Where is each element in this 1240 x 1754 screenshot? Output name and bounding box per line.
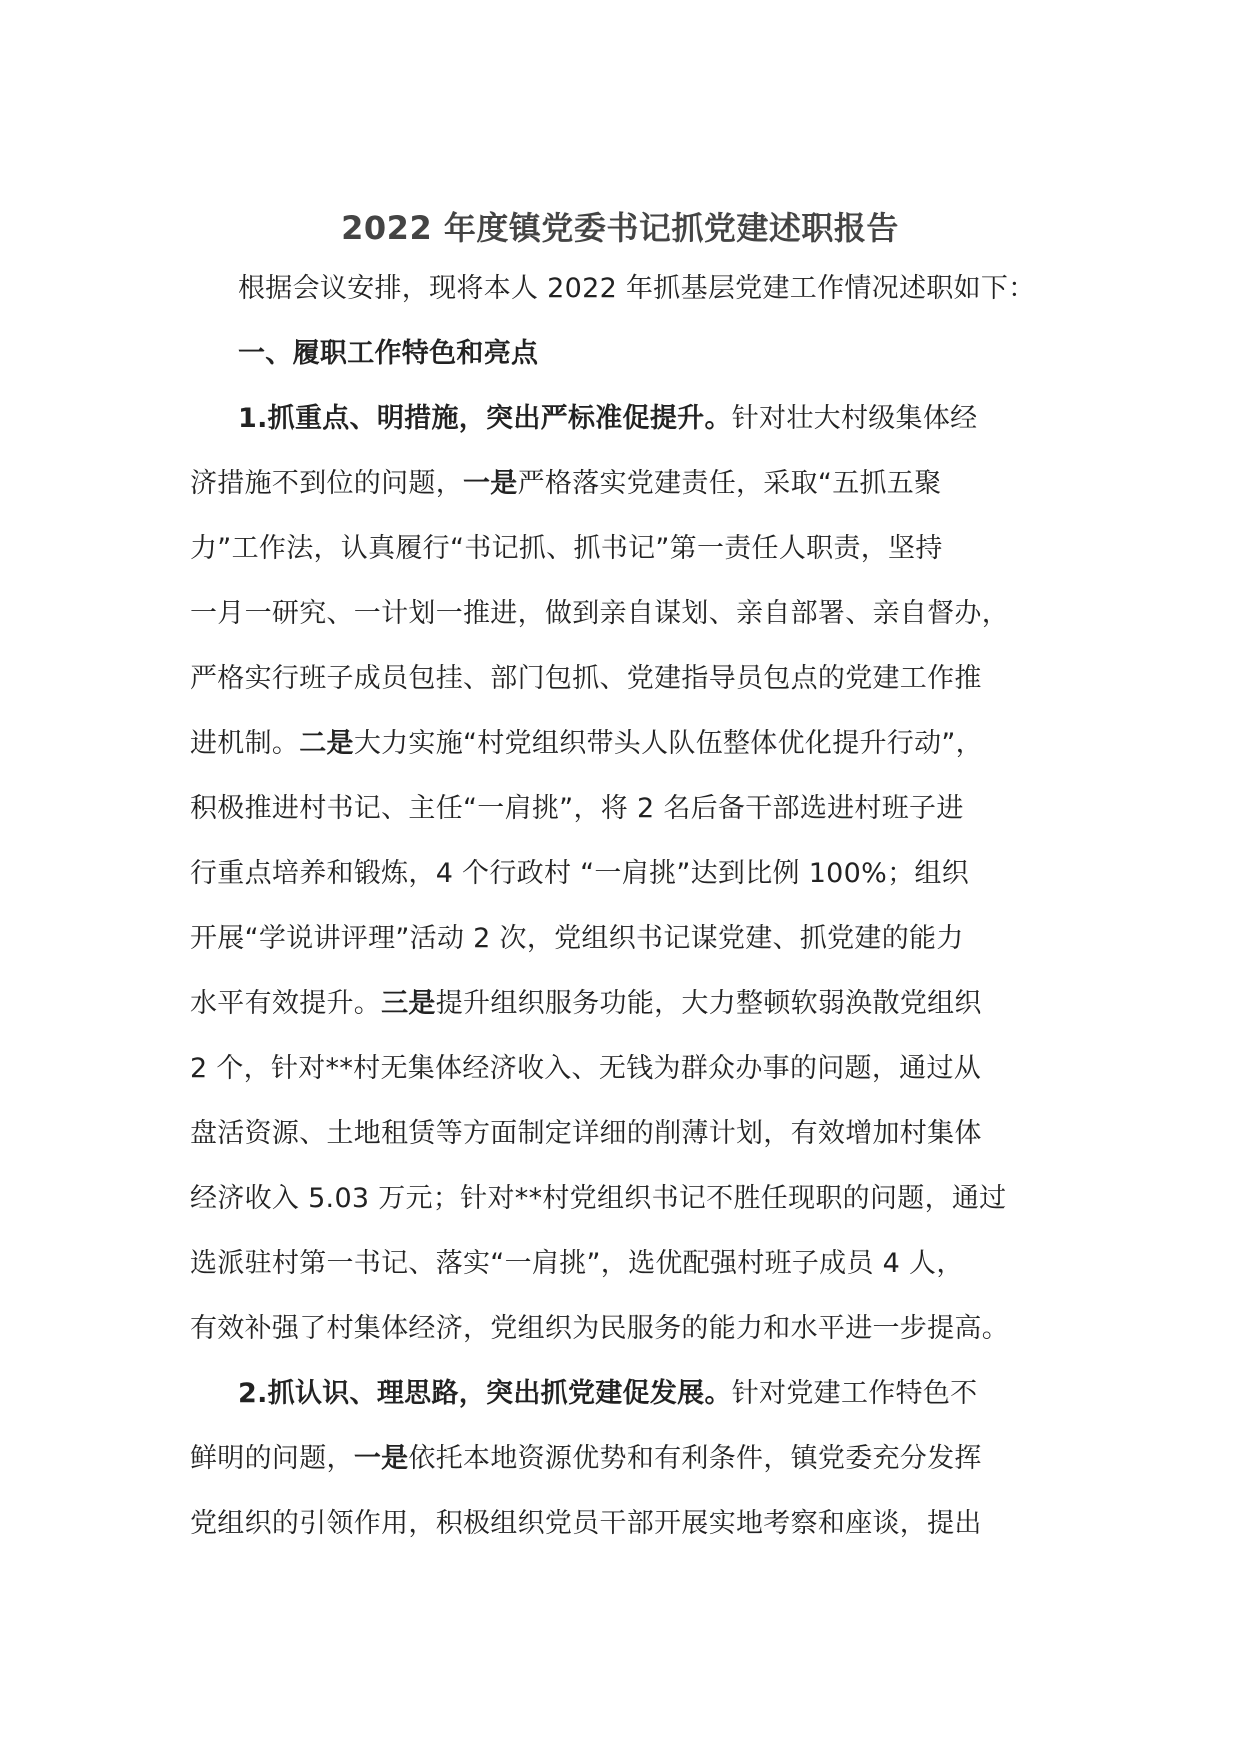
document-title: 2022 年度镇党委书记抓党建述职报告: [341, 209, 899, 247]
paragraph-1-line-13: 经济收入 5.03 万元；针对**村党组织书记不胜任现职的问题，通过: [190, 1183, 1007, 1214]
intro-paragraph: 根据会议安排，现将本人 2022 年抓基层党建工作情况述职如下：: [238, 273, 1036, 304]
paragraph-1-line-3: 力”工作法，认真履行“书记抓、抓书记”第一责任人职责，坚持: [190, 533, 943, 564]
text-segment: 水平有效提升。: [190, 988, 382, 1019]
paragraph-1-line-11: 2 个，针对**村无集体经济收入、无钱为群众办事的问题，通过从: [190, 1053, 982, 1084]
bold-marker: 二是: [299, 728, 354, 759]
text-segment: 鲜明的问题，: [190, 1443, 354, 1474]
bold-marker: 三是: [381, 988, 436, 1019]
paragraph-1-line-10: [190, 971, 1090, 1036]
paragraph-1-line-15: 有效补强了村集体经济，党组织为民服务的能力和水平进一步提高。: [190, 1313, 1009, 1344]
paragraph-1-line-8: 行重点培养和锻炼，4 个行政村 “一肩挑”达到比例 100%；组织: [190, 858, 969, 889]
paragraph-1-line-14: 选派驻村第一书记、落实“一肩挑”，选优配强村班子成员 4 人，: [190, 1248, 964, 1279]
paragraph-1-line-2: [190, 451, 1090, 516]
paragraph-2-lead: 2.抓认识、理思路，突出抓党建促发展。: [238, 1378, 732, 1409]
paragraph-1-line-6: [190, 711, 1090, 776]
text-segment: 严格落实党建责任，采取“五抓五聚: [517, 468, 942, 499]
paragraph-1-line-12: 盘活资源、土地租赁等方面制定详细的削薄计划，有效增加村集体: [190, 1118, 982, 1149]
paragraph-1-text: 针对壮大村级集体经: [731, 403, 978, 434]
paragraph-1-lead: 1.抓重点、明措施，突出严标准促提升。: [238, 403, 732, 434]
text-segment: 进机制。: [190, 728, 300, 759]
paragraph-2-line-2: [190, 1426, 1090, 1491]
paragraph-1-line-5: 严格实行班子成员包挂、部门包抓、党建指导员包点的党建工作推: [190, 663, 982, 694]
bold-marker: 一是: [353, 1443, 409, 1474]
document-body: [190, 256, 1090, 1556]
text-segment: 提升组织服务功能，大力整顿软弱涣散党组织: [435, 988, 982, 1019]
text-segment: 依托本地资源优势和有利条件，镇党委充分发挥: [408, 1443, 982, 1474]
paragraph-2-line-1: [190, 1361, 1090, 1426]
text-segment: 济措施不到位的问题，: [190, 468, 463, 499]
text-segment: 大力实施“村党组织带头人队伍整体优化提升行动”，: [353, 728, 983, 759]
paragraph-1-line-7: 积极推进村书记、主任“一肩挑”，将 2 名后备干部选进村班子进: [190, 793, 964, 824]
paragraph-2-text: 针对党建工作特色不: [731, 1378, 978, 1409]
bold-marker: 一是: [463, 468, 518, 499]
paragraph-2-line-3: 党组织的引领作用，积极组织党员干部开展实地考察和座谈，提出: [190, 1508, 982, 1539]
paragraph-1-line-1: [190, 386, 1090, 451]
section-heading: 一、履职工作特色和亮点: [238, 338, 539, 369]
paragraph-1-line-9: 开展“学说讲评理”活动 2 次，党组织书记谋党建、抓党建的能力: [190, 923, 964, 954]
paragraph-1-line-4: 一月一研究、一计划一推进，做到亲自谋划、亲自部署、亲自督办，: [190, 598, 1009, 629]
